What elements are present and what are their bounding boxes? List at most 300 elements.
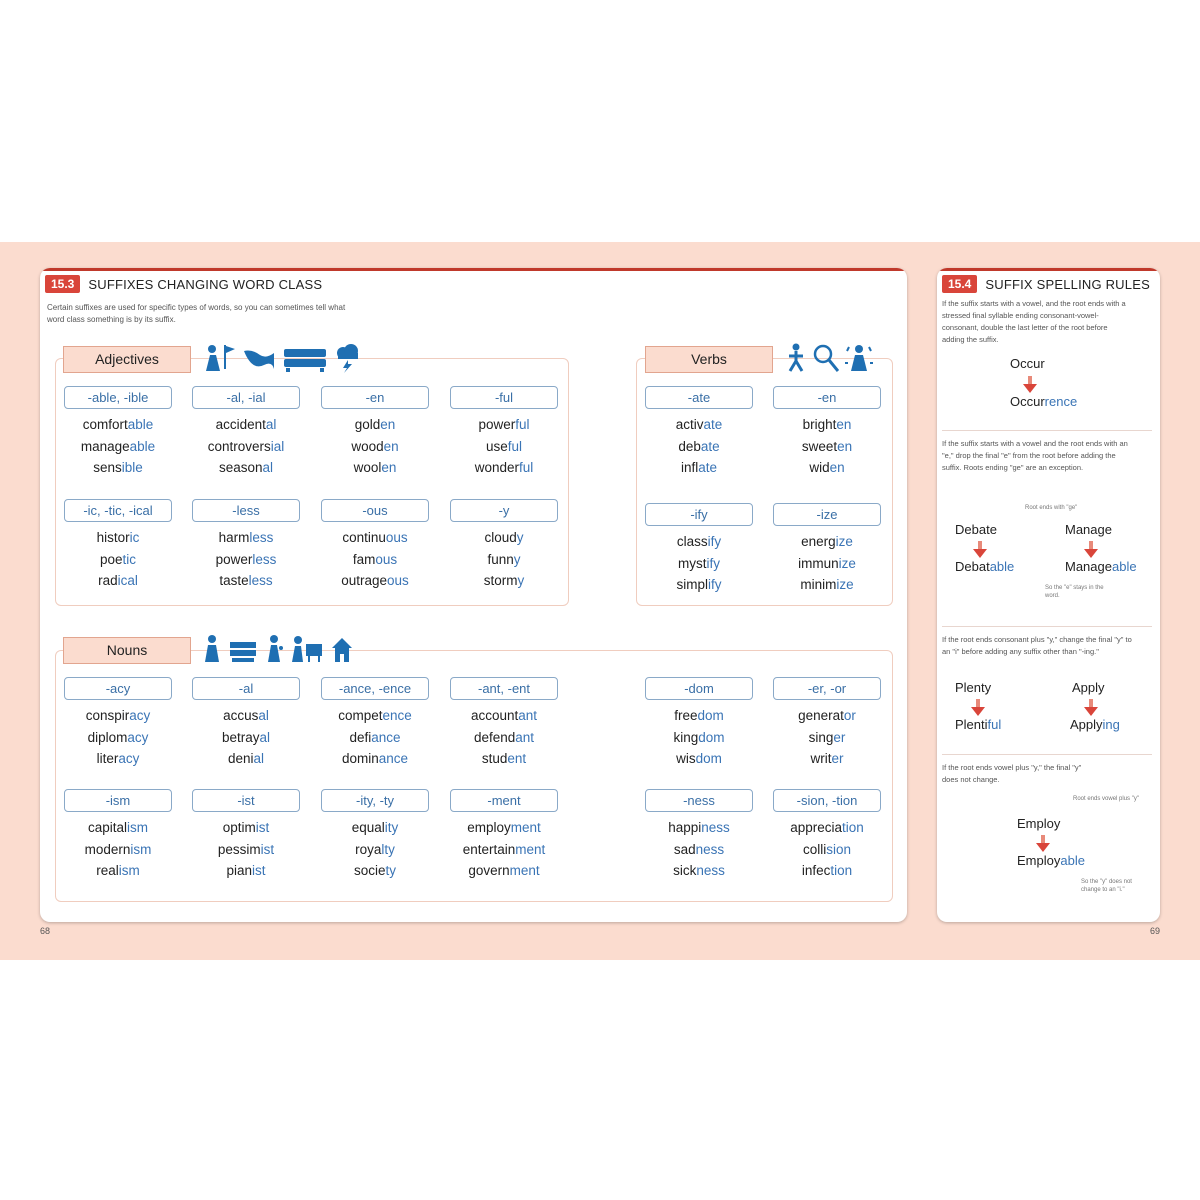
intro-text: Certain suffixes are used for specific types of words, so you can sometimes tell what word class something is by its suffix. <box>47 303 346 324</box>
example-word <box>645 574 753 596</box>
word-root: wood <box>351 438 384 454</box>
word-root: sad <box>673 841 696 857</box>
word-suffix: dom <box>695 751 722 766</box>
noun-column <box>64 789 172 882</box>
word-root: capital <box>87 820 128 835</box>
rule1-text: If the suffix starts with a vowel, and the root ends with a stressed final syllable ending consonant-vowel-consonant, double the last letter of the root before adding the suffix. <box>942 299 1126 344</box>
suffix-pill: -er, -or <box>773 677 881 700</box>
whale-tail-icon <box>242 343 276 373</box>
word-root: season <box>218 460 263 475</box>
example-word <box>321 414 429 436</box>
suffix-pill: -ic, -tic, -ical <box>64 499 172 522</box>
rule1-result <box>1010 394 1077 409</box>
word-root: govern <box>468 863 510 878</box>
noun-column <box>321 677 429 770</box>
word-suffix: ance <box>371 729 401 745</box>
right-panel <box>937 268 1160 922</box>
rule2-left-result-suffix: able <box>989 559 1015 574</box>
word-root: colli <box>802 841 827 857</box>
example-word <box>645 727 753 749</box>
noun-column <box>645 789 753 882</box>
word-root: accus <box>223 708 259 723</box>
left-panel <box>40 268 907 922</box>
word-root: myst <box>678 555 707 571</box>
word-root: infec <box>801 863 831 878</box>
suffix-pill: -en <box>773 386 881 409</box>
word-suffix: ment <box>510 820 541 835</box>
rule4-arrow-icon <box>1036 835 1050 853</box>
verb-column <box>645 503 753 596</box>
word-root: generat <box>798 708 844 723</box>
page-number-right: 69 <box>1150 926 1161 936</box>
example-word <box>64 457 172 479</box>
example-word <box>450 457 558 479</box>
example-word <box>192 457 300 479</box>
word-root: infl <box>680 460 699 475</box>
word-suffix: en <box>380 417 396 432</box>
example-word <box>64 727 172 749</box>
word-root: compet <box>338 708 383 723</box>
word-suffix: ity <box>384 820 399 835</box>
example-word <box>321 705 429 727</box>
word-suffix: acy <box>127 729 149 745</box>
example-word <box>192 839 300 861</box>
word-root: comfort <box>82 417 128 432</box>
example-word <box>192 727 300 749</box>
rule4-note-top: Root ends vowel plus "y" <box>1073 796 1139 802</box>
rule3-left-arrow-icon <box>971 699 985 717</box>
word-root: bright <box>802 417 837 432</box>
word-suffix: ous <box>385 530 408 545</box>
word-suffix: y <box>517 573 525 588</box>
example-word <box>64 748 172 770</box>
suffix-pill: -al <box>192 677 300 700</box>
word-suffix: en <box>381 460 397 475</box>
adjective-column <box>192 499 300 592</box>
example-word <box>321 748 429 770</box>
example-word <box>192 436 300 458</box>
word-suffix: en <box>836 417 852 432</box>
suffix-pill: -ance, -ence <box>321 677 429 700</box>
word-suffix: tion <box>842 820 864 835</box>
word-suffix: ment <box>515 841 546 857</box>
example-word <box>645 414 753 436</box>
section-header <box>45 275 322 293</box>
word-root: taste <box>219 573 249 588</box>
word-suffix: y <box>516 530 524 545</box>
word-suffix: ible <box>121 460 143 475</box>
rule2-left-result-root: Debat <box>955 559 990 574</box>
rule-separator <box>942 430 1152 431</box>
example-word <box>450 705 558 727</box>
word-root: funn <box>487 551 514 567</box>
rule-separator <box>942 626 1152 627</box>
word-root: activ <box>675 417 704 432</box>
word-suffix: ful <box>519 460 534 475</box>
singer-icon <box>264 634 284 664</box>
suffix-pill: -en <box>321 386 429 409</box>
adjective-column <box>450 499 558 592</box>
rule3-right-root: Apply <box>1072 680 1105 695</box>
example-word <box>192 705 300 727</box>
suffix-pill: -ous <box>321 499 429 522</box>
section-title: SUFFIXES CHANGING WORD CLASS <box>88 276 323 292</box>
example-word <box>773 727 881 749</box>
example-word <box>64 570 172 592</box>
word-suffix: er <box>833 729 846 745</box>
word-suffix: ful <box>507 438 523 454</box>
word-suffix: al <box>258 708 269 723</box>
word-root: use <box>485 438 508 454</box>
rule3-left-result-suffix: ful <box>987 717 1002 732</box>
rule1-result-root: Occur <box>1010 394 1045 409</box>
noun-column <box>450 789 558 882</box>
example-word <box>773 705 881 727</box>
rule2-right-root: Manage <box>1065 522 1112 537</box>
word-root: histor <box>96 530 130 545</box>
example-word <box>450 527 558 549</box>
word-root: defi <box>349 729 372 745</box>
word-root: deni <box>227 751 254 766</box>
verb-column <box>645 386 753 479</box>
noun-column <box>192 677 300 770</box>
noun-column <box>321 789 429 882</box>
example-word <box>645 817 753 839</box>
example-word <box>645 705 753 727</box>
word-suffix: ize <box>835 534 853 549</box>
word-suffix: al <box>259 729 271 745</box>
word-root: accident <box>215 417 266 432</box>
word-root: power <box>478 417 516 432</box>
example-word <box>64 414 172 436</box>
walking-figure-icon <box>785 343 807 373</box>
word-suffix: ate <box>700 438 720 454</box>
verb-column <box>773 503 881 596</box>
word-root: rad <box>98 573 118 588</box>
word-suffix: er <box>831 751 844 766</box>
suffix-pill: -able, -ible <box>64 386 172 409</box>
word-root: energ <box>801 534 836 549</box>
example-word <box>773 553 881 575</box>
example-word <box>450 570 558 592</box>
example-word <box>773 457 881 479</box>
example-word <box>192 414 300 436</box>
noun-column <box>64 677 172 770</box>
word-suffix: ic <box>129 530 140 545</box>
word-suffix: ment <box>509 863 540 878</box>
word-suffix: able <box>127 417 154 432</box>
suffix-pill: -sion, -tion <box>773 789 881 812</box>
example-word <box>64 549 172 571</box>
word-root: wonder <box>474 460 519 475</box>
example-word <box>321 436 429 458</box>
word-suffix: less <box>248 573 273 588</box>
rule-separator <box>942 754 1152 755</box>
person-icon <box>202 634 222 664</box>
example-word <box>645 839 753 861</box>
rule2-right-result <box>1065 559 1137 574</box>
word-suffix: y <box>513 551 521 567</box>
rule2-right-result-root: Manage <box>1065 559 1112 574</box>
rule3-left-root: Plenty <box>955 680 992 695</box>
rule1-result-suffix: rence <box>1044 394 1078 409</box>
word-suffix: ness <box>695 841 725 857</box>
word-suffix: ism <box>130 841 152 857</box>
adjective-column <box>192 386 300 479</box>
word-root: harm <box>218 530 250 545</box>
word-root: liter <box>96 751 119 766</box>
word-root: fam <box>352 551 376 567</box>
page-number-left: 68 <box>40 926 51 936</box>
word-suffix: or <box>843 708 856 723</box>
person-with-flag-icon <box>202 343 236 373</box>
rule4-note-bottom: So the "y" does not change to an "i." <box>1081 879 1132 893</box>
rule3-right-result-suffix: ing <box>1102 717 1120 732</box>
word-suffix: ate <box>703 417 723 432</box>
word-root: sens <box>93 460 122 475</box>
example-word <box>321 839 429 861</box>
sparkle-figure-icon <box>845 343 873 373</box>
word-root: sing <box>808 729 834 745</box>
rule3-text: If the root ends consonant plus "y," change the final "y" to an "i" before adding any suffix other than "-ing." <box>942 635 1132 656</box>
rule1-root: Occur <box>1010 356 1045 371</box>
word-suffix: lty <box>381 841 395 857</box>
example-word <box>773 414 881 436</box>
house-person-icon <box>330 634 354 664</box>
example-word <box>321 457 429 479</box>
example-word <box>192 570 300 592</box>
money-stack-icon <box>228 634 258 664</box>
word-suffix: al <box>265 417 277 432</box>
suffix-pill: -ness <box>645 789 753 812</box>
word-suffix: ism <box>118 863 140 878</box>
word-root: wis <box>676 751 696 766</box>
example-word <box>450 727 558 749</box>
word-suffix: dom <box>697 708 724 723</box>
rule3-right-result <box>1070 717 1120 732</box>
word-root: sick <box>673 863 697 878</box>
suffix-pill: -ate <box>645 386 753 409</box>
word-root: outrage <box>341 573 387 588</box>
example-word <box>450 817 558 839</box>
rule4-result-root: Employ <box>1017 853 1061 868</box>
example-word <box>64 839 172 861</box>
word-root: king <box>673 729 699 745</box>
word-suffix: ify <box>706 555 720 571</box>
rule2-note-top: Root ends with "ge" <box>1025 505 1078 511</box>
word-root: storm <box>483 573 518 588</box>
rule2-left-result <box>955 559 1014 574</box>
word-suffix: ify <box>707 534 722 549</box>
magnifier-icon <box>813 343 839 373</box>
example-word <box>321 549 429 571</box>
section-number: 15.3 <box>45 275 80 293</box>
word-root: roya <box>355 841 382 857</box>
example-word <box>645 531 753 553</box>
adjective-column <box>321 499 429 592</box>
suffix-pill: -ize <box>773 503 881 526</box>
example-word <box>773 574 881 596</box>
example-word <box>773 860 881 882</box>
example-word <box>645 860 753 882</box>
word-suffix: ant <box>515 729 535 745</box>
example-word <box>192 527 300 549</box>
example-word <box>645 748 753 770</box>
word-suffix: less <box>249 530 274 545</box>
example-word <box>773 839 881 861</box>
adjectives-label: Adjectives <box>63 346 191 373</box>
word-root: free <box>674 708 698 723</box>
word-root: equal <box>351 820 385 835</box>
rule3-right-arrow-icon <box>1084 699 1098 717</box>
suffix-pill: -ful <box>450 386 558 409</box>
example-word <box>321 727 429 749</box>
word-suffix: ist <box>260 841 275 857</box>
suffix-pill: -ist <box>192 789 300 812</box>
word-suffix: ify <box>708 577 722 592</box>
suffix-pill: -ify <box>645 503 753 526</box>
word-suffix: en <box>829 460 845 475</box>
verbs-label: Verbs <box>645 346 773 373</box>
adjective-column <box>64 499 172 592</box>
suffix-pill: -ment <box>450 789 558 812</box>
suffix-pill: -al, -ial <box>192 386 300 409</box>
word-root: modern <box>84 841 131 857</box>
word-suffix: ize <box>836 577 854 592</box>
word-root: continu <box>342 530 386 545</box>
word-root: employ <box>467 820 511 835</box>
example-word <box>645 457 753 479</box>
word-suffix: ist <box>252 863 266 878</box>
word-root: optim <box>222 820 256 835</box>
word-root: gold <box>354 417 381 432</box>
example-word <box>450 839 558 861</box>
example-word <box>321 860 429 882</box>
example-word <box>450 436 558 458</box>
word-root: happi <box>668 820 702 835</box>
noun-column <box>645 677 753 770</box>
word-suffix: ent <box>507 751 527 766</box>
example-word <box>321 570 429 592</box>
rule2-right-arrow-icon <box>1084 541 1098 559</box>
storm-cloud-icon <box>334 343 362 373</box>
suffix-pill: -ant, -ent <box>450 677 558 700</box>
suffix-pill: -ity, -ty <box>321 789 429 812</box>
word-suffix: dom <box>698 729 725 745</box>
example-word <box>64 860 172 882</box>
pianist-icon <box>290 634 324 664</box>
word-root: pessim <box>217 841 261 857</box>
word-root: immun <box>798 555 839 571</box>
noun-column <box>192 789 300 882</box>
word-root: simpl <box>676 577 708 592</box>
verbs-icons <box>785 341 873 375</box>
example-word <box>450 748 558 770</box>
word-suffix: ism <box>127 820 149 835</box>
word-suffix: ate <box>698 460 718 475</box>
example-word <box>64 817 172 839</box>
example-word <box>450 549 558 571</box>
example-word <box>192 748 300 770</box>
sofa-icon <box>282 343 328 373</box>
example-word <box>645 436 753 458</box>
example-word <box>773 817 881 839</box>
word-suffix: ness <box>696 863 725 878</box>
word-root: pian <box>226 863 253 878</box>
word-root: defend <box>473 729 516 745</box>
word-root: cloud <box>484 530 517 545</box>
word-root: apprecia <box>790 820 842 835</box>
word-root: writ <box>810 751 832 766</box>
example-word <box>321 527 429 549</box>
rule4-text: If the root ends vowel plus "y," the final "y" does not change. <box>942 763 1082 784</box>
rule2-note-bottom: So the "e" stays in the word. <box>1045 585 1104 599</box>
word-suffix: ance <box>378 751 409 766</box>
word-root: socie <box>353 863 386 878</box>
example-word <box>773 748 881 770</box>
word-root: diplom <box>87 729 128 745</box>
rule2-left-arrow-icon <box>973 541 987 559</box>
word-root: wid <box>809 460 830 475</box>
word-root: minim <box>800 577 837 592</box>
rule3-left-result-root: Plenti <box>955 717 988 732</box>
rule3-left-result <box>955 717 1001 732</box>
right-section-title: SUFFIX SPELLING RULES <box>985 276 1150 292</box>
adjective-column <box>450 386 558 479</box>
word-root: deb <box>678 438 701 454</box>
rule2-right-result-suffix: able <box>1111 559 1137 574</box>
word-root: domin <box>341 751 379 766</box>
suffix-pill: -acy <box>64 677 172 700</box>
noun-column <box>773 789 881 882</box>
word-suffix: en <box>383 438 399 454</box>
word-root: manage <box>80 438 130 454</box>
example-word <box>192 549 300 571</box>
word-suffix: ence <box>382 708 412 723</box>
word-root: sweet <box>801 438 838 454</box>
word-suffix: al <box>253 751 265 766</box>
example-word <box>773 436 881 458</box>
noun-column <box>450 677 558 770</box>
word-root: poe <box>99 551 123 567</box>
example-word <box>192 817 300 839</box>
word-suffix: acy <box>118 751 140 766</box>
word-suffix: ial <box>270 438 285 454</box>
word-suffix: al <box>262 460 274 475</box>
example-word <box>64 527 172 549</box>
example-word <box>645 553 753 575</box>
example-word <box>64 436 172 458</box>
rule4-root: Employ <box>1017 816 1061 831</box>
rule1-arrow-icon <box>1023 376 1037 394</box>
nouns-label: Nouns <box>63 637 191 664</box>
rule3-right-result-root: Apply <box>1070 717 1103 732</box>
word-suffix: less <box>252 551 277 567</box>
right-section-number: 15.4 <box>942 275 977 293</box>
rule2-text: If the suffix starts with a vowel and the root ends with an "e," drop the final "e" from the root before adding the suffix. Roots ending "ge" are an exception. <box>942 439 1128 472</box>
suffix-pill: -less <box>192 499 300 522</box>
suffix-pill: -ism <box>64 789 172 812</box>
word-suffix: ful <box>515 417 530 432</box>
example-word <box>450 414 558 436</box>
word-root: real <box>96 863 119 878</box>
word-suffix: tion <box>830 863 853 878</box>
word-root: class <box>676 534 708 549</box>
rule2-left-root: Debate <box>955 522 997 537</box>
word-root: entertain <box>462 841 516 857</box>
example-word <box>773 531 881 553</box>
word-suffix: ous <box>387 573 409 588</box>
